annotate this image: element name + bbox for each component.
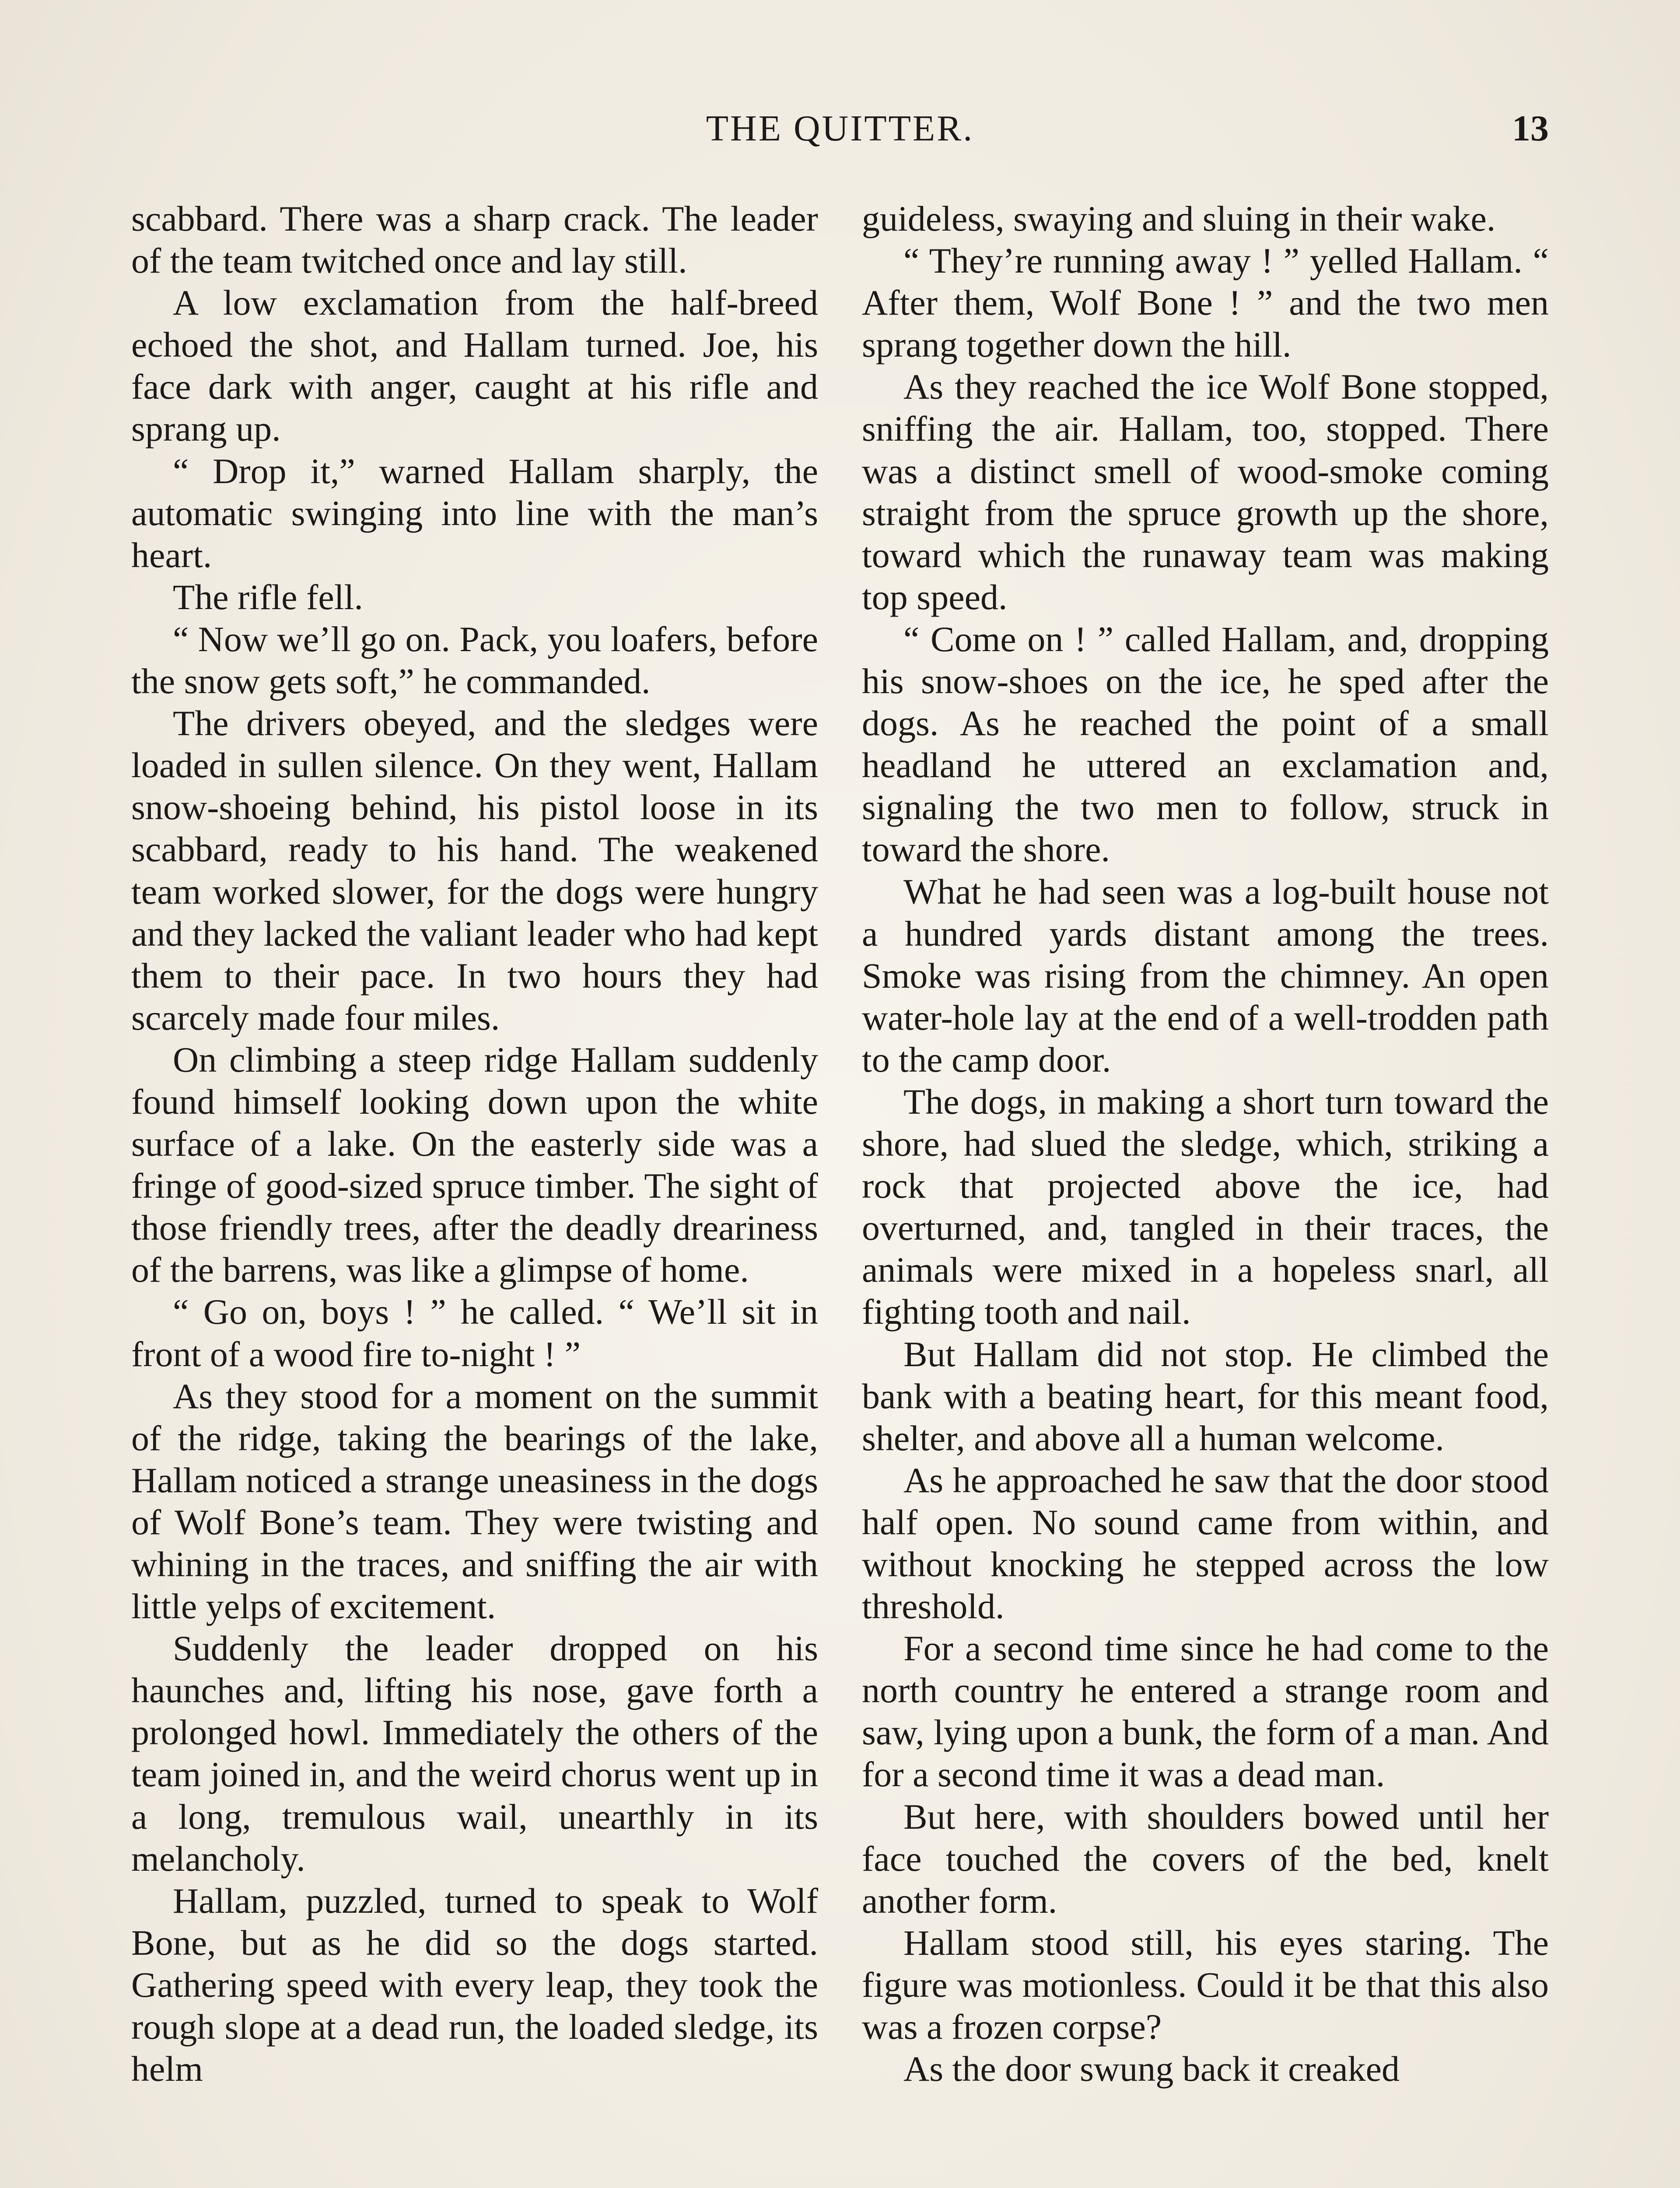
paragraph: As he approached he saw that the door stood half open. No sound came from within, and without knocking he stepped across the low threshold. bbox=[862, 1460, 1549, 1627]
paragraph: “ Go on, boys ! ” he called. “ We’ll sit in front of a wood fire to-night ! ” bbox=[131, 1292, 818, 1374]
paragraph: But here, with shoulders bowed until her face touched the covers of the bed, knelt another form. bbox=[862, 1796, 1549, 1921]
paragraph: As the door swung back it creaked bbox=[903, 2049, 1400, 2089]
paragraph: The dogs, in making a short turn toward the shore, had slued the sledge, which, striking a rock that projected above the ice, had overturned, and, tangled in their traces, the animals were mixed in a hopeless snarl, all fighting tooth and nail. bbox=[862, 1081, 1549, 1332]
paragraph: “ Come on ! ” called Hallam, and, dropping his snow-shoes on the ice, he sped after the dogs. As he reached the point of a small headland he uttered an exclamation and, signaling the two men to follow, struck in toward the shore. bbox=[862, 619, 1549, 870]
paragraph: Hallam stood still, his eyes staring. The figure was motionless. Could it be that this also was a frozen corpse? bbox=[862, 1922, 1549, 2047]
running-title: THE QUITTER. bbox=[706, 108, 974, 149]
paragraph: Suddenly the leader dropped on his haunches and, lifting his nose, gave forth a prolonged howl. Immediately the others of the team joined in, and the weird chorus went up in a long, tremulous wail, unearthly in its melancholy. bbox=[131, 1628, 818, 1879]
paragraph: scabbard. There was a sharp crack. The leader of the team twitched once and lay still. bbox=[131, 199, 818, 281]
paragraph: On climbing a steep ridge Hallam suddenly found himself looking down upon the white surface of a lake. On the easterly side was a fringe of good-sized spruce timber. The sight of those friendly trees, after the deadly dreariness of the barrens, was like a glimpse of home. bbox=[131, 1039, 818, 1290]
paragraph: But Hallam did not stop. He climbed the bank with a beating heart, for this meant food, shelter, and above all a human welcome. bbox=[862, 1334, 1549, 1458]
paragraph: For a second time since he had come to the north country he entered a strange room and saw, lying upon a bunk, the form of a man. And for a second time it was a dead man. bbox=[862, 1628, 1549, 1795]
paragraph: As they stood for a moment on the summit of the ridge, taking the bearings of the lake, Hallam noticed a strange uneasiness in the dogs of Wolf Bone’s team. They were twisting and whining in the traces, and sniffing the air with little yelps of excitement. bbox=[131, 1376, 818, 1627]
paragraph: The drivers obeyed, and the sledges were loaded in sullen silence. On they went, Hallam snow-shoeing behind, his pistol loose in its scabbard, ready to his hand. The weakened team worked slower, for the dogs were hungry and they lacked the valiant leader who had kept them to their pace. In two hours they had scarcely made four miles. bbox=[131, 703, 818, 1038]
paragraph: The rifle fell. bbox=[173, 577, 363, 617]
paragraph: What he had seen was a log-built house not a hundred yards distant among the trees. Smoke was rising from the chimney. An open water-hole lay at the end of a well-trodden path to the camp door. bbox=[862, 871, 1549, 1080]
paragraph: guideless, swaying and sluing in their wake. bbox=[862, 199, 1496, 238]
paragraph: As they reached the ice Wolf Bone stopped, sniffing the air. Hallam, too, stopped. There was a distinct smell of wood-smoke coming straight from the spruce growth up the shore, toward which the runaway team was making top speed. bbox=[862, 367, 1549, 617]
page-number: 13 bbox=[1512, 108, 1549, 149]
paragraph: Hallam, puzzled, turned to speak to Wolf Bone, but as he did so the dogs started. Gathering speed with every leap, they took the rough slope at a dead run, the loaded sledge, its helm bbox=[131, 1880, 818, 2089]
left-column bbox=[131, 198, 818, 2090]
right-column bbox=[862, 198, 1549, 2090]
paragraph: A low exclamation from the half-breed echoed the shot, and Hallam turned. Joe, his face dark with anger, caught at his rifle and sprang up. bbox=[131, 283, 818, 449]
paragraph: “ They’re running away ! ” yelled Hallam. “ After them, Wolf Bone ! ” and the two men sprang together down the hill. bbox=[862, 241, 1549, 365]
paragraph: “ Now we’ll go on. Pack, you loafers, before the snow gets soft,” he commanded. bbox=[131, 619, 818, 701]
paragraph: “ Drop it,” warned Hallam sharply, the automatic swinging into line with the man’s heart. bbox=[131, 451, 818, 575]
